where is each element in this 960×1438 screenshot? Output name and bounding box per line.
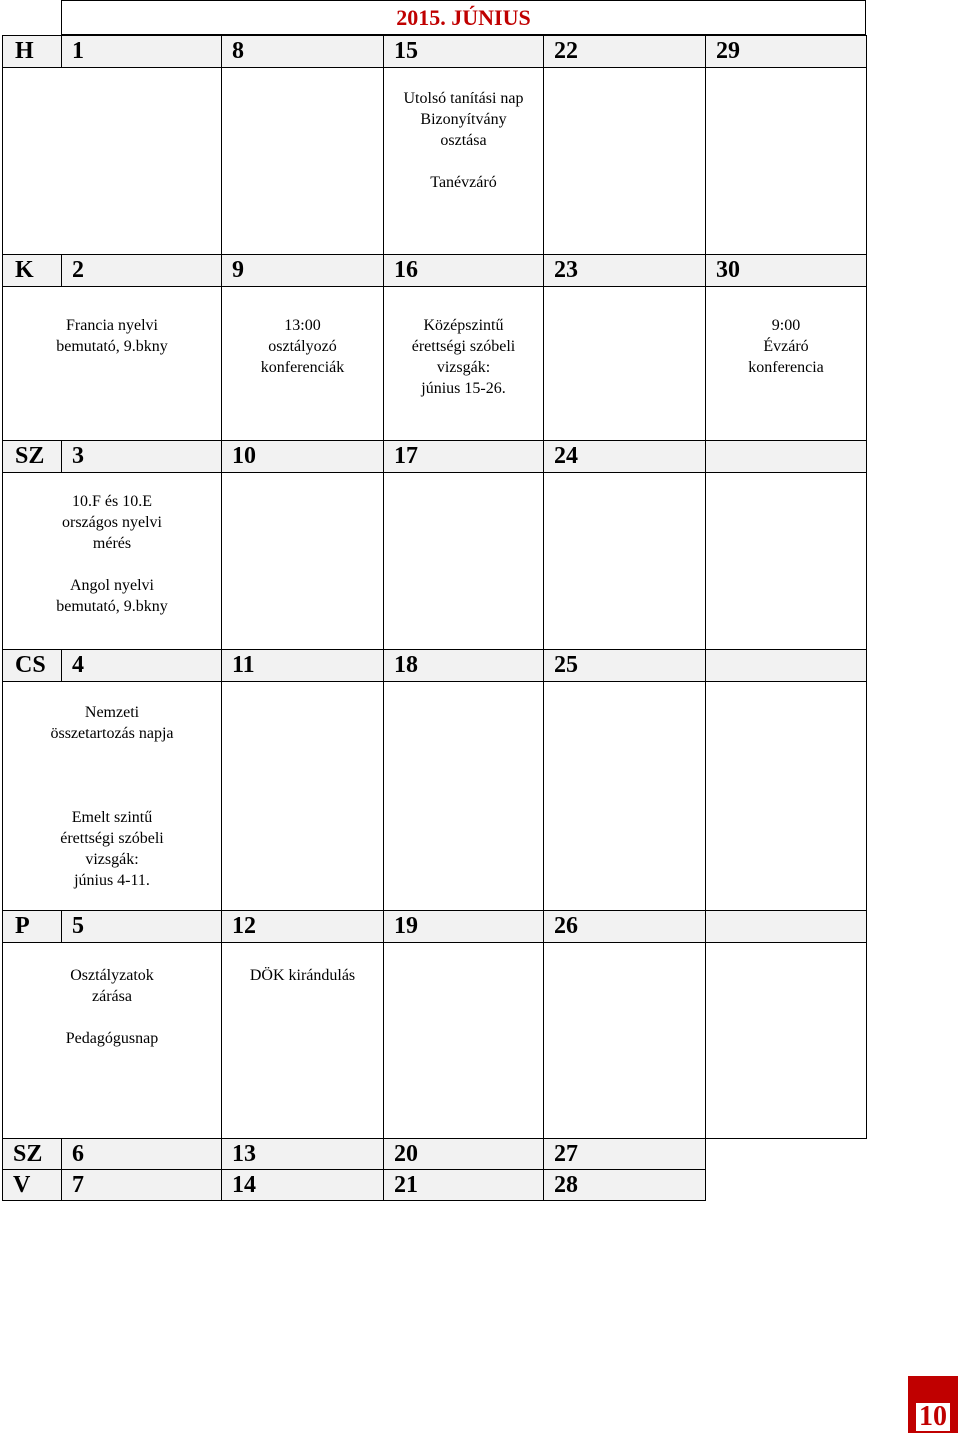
event-text: Francia nyelvi (66, 317, 158, 334)
weekday-label: SZ (2, 1138, 62, 1170)
date-cell: 28 (543, 1169, 706, 1201)
page-number: 10 (916, 1403, 950, 1431)
event-text: érettségi szóbeli (411, 338, 516, 355)
date-cell (705, 440, 867, 473)
event-text: június 15-26. (421, 380, 506, 397)
event-cell (383, 472, 544, 650)
event-text: vizsgák: (436, 359, 491, 376)
event-text: Angol nyelvi (70, 577, 154, 594)
date-cell: 3 (61, 440, 222, 473)
date-cell: 12 (221, 910, 384, 943)
weekday-label: P (2, 910, 62, 943)
event-cell (543, 67, 706, 255)
event-text: Tanévzáró (430, 174, 497, 191)
event-cell (705, 472, 867, 650)
date-cell: 16 (383, 254, 544, 287)
date-cell: 22 (543, 35, 706, 68)
event-text: bemutató, 9.bkny (56, 598, 168, 615)
event-text: osztályozó (268, 338, 337, 355)
event-cell (2, 681, 222, 911)
date-cell: 18 (383, 649, 544, 682)
event-cell (705, 67, 867, 255)
weekday-label: H (2, 35, 62, 68)
event-text: június 4-11. (74, 872, 150, 889)
event-cell (221, 67, 384, 255)
event-text: vizsgák: (85, 851, 139, 868)
date-cell: 21 (383, 1169, 544, 1201)
weekday-label: CS (2, 649, 62, 682)
date-cell: 10 (221, 440, 384, 473)
event-cell (2, 67, 222, 255)
event-text: 9:00 (771, 317, 801, 334)
event-text: érettségi szóbeli (60, 830, 164, 847)
event-cell (383, 681, 544, 911)
event-text: Középszintű (423, 317, 504, 334)
event-cell (221, 286, 384, 441)
date-cell (705, 910, 867, 943)
event-cell (705, 942, 867, 1139)
event-text: Utolsó tanítási nap (403, 90, 524, 107)
event-cell (2, 942, 222, 1139)
date-cell: 11 (221, 649, 384, 682)
date-cell: 29 (705, 35, 867, 68)
date-cell (705, 649, 867, 682)
date-cell: 1 (61, 35, 222, 68)
event-cell (2, 286, 222, 441)
date-cell: 20 (383, 1138, 544, 1170)
date-cell: 9 (221, 254, 384, 287)
event-text: Osztályzatok (70, 967, 154, 984)
event-cell (383, 67, 544, 255)
event-text: összetartozás napja (50, 725, 174, 742)
event-text: 10.F és 10.E (72, 493, 152, 510)
event-text: DÖK kirándulás (249, 967, 356, 984)
event-text: 13:00 (284, 317, 321, 334)
date-cell: 14 (221, 1169, 384, 1201)
date-cell: 26 (543, 910, 706, 943)
weekday-label: V (2, 1169, 62, 1201)
event-text: Évzáró (763, 338, 809, 355)
date-cell: 8 (221, 35, 384, 68)
weekday-label: SZ (2, 440, 62, 473)
event-cell (543, 942, 706, 1139)
date-cell: 2 (61, 254, 222, 287)
event-cell (543, 472, 706, 650)
event-cell (383, 942, 544, 1139)
date-cell: 4 (61, 649, 222, 682)
event-cell (2, 472, 222, 650)
date-cell: 19 (383, 910, 544, 943)
event-text: Bizonyítvány (420, 111, 507, 128)
event-cell (221, 681, 384, 911)
event-text: zárása (92, 988, 132, 1005)
date-cell: 5 (61, 910, 222, 943)
event-cell (543, 286, 706, 441)
date-cell: 6 (61, 1138, 222, 1170)
event-text: Nemzeti (84, 704, 140, 721)
date-cell: 17 (383, 440, 544, 473)
date-cell: 24 (543, 440, 706, 473)
event-text: bemutató, 9.bkny (56, 338, 168, 355)
event-cell (383, 286, 544, 441)
event-text: Pedagógusnap (65, 1030, 159, 1047)
event-text: konferenciák (260, 359, 345, 376)
calendar-title: 2015. JÚNIUS (61, 0, 866, 35)
event-text: konferencia (748, 359, 824, 376)
date-cell: 23 (543, 254, 706, 287)
event-text: Emelt szintű (71, 809, 153, 826)
event-cell (543, 681, 706, 911)
event-text: országos nyelvi (62, 514, 162, 531)
page-number-badge (908, 1376, 958, 1433)
date-cell: 15 (383, 35, 544, 68)
date-cell: 27 (543, 1138, 706, 1170)
date-cell: 30 (705, 254, 867, 287)
event-cell (221, 472, 384, 650)
event-text: mérés (92, 535, 132, 552)
date-cell: 7 (61, 1169, 222, 1201)
weekday-label: K (2, 254, 62, 287)
event-cell (221, 942, 384, 1139)
event-cell (705, 286, 867, 441)
date-cell: 13 (221, 1138, 384, 1170)
event-text: osztása (440, 132, 487, 149)
event-cell (705, 681, 867, 911)
date-cell: 25 (543, 649, 706, 682)
